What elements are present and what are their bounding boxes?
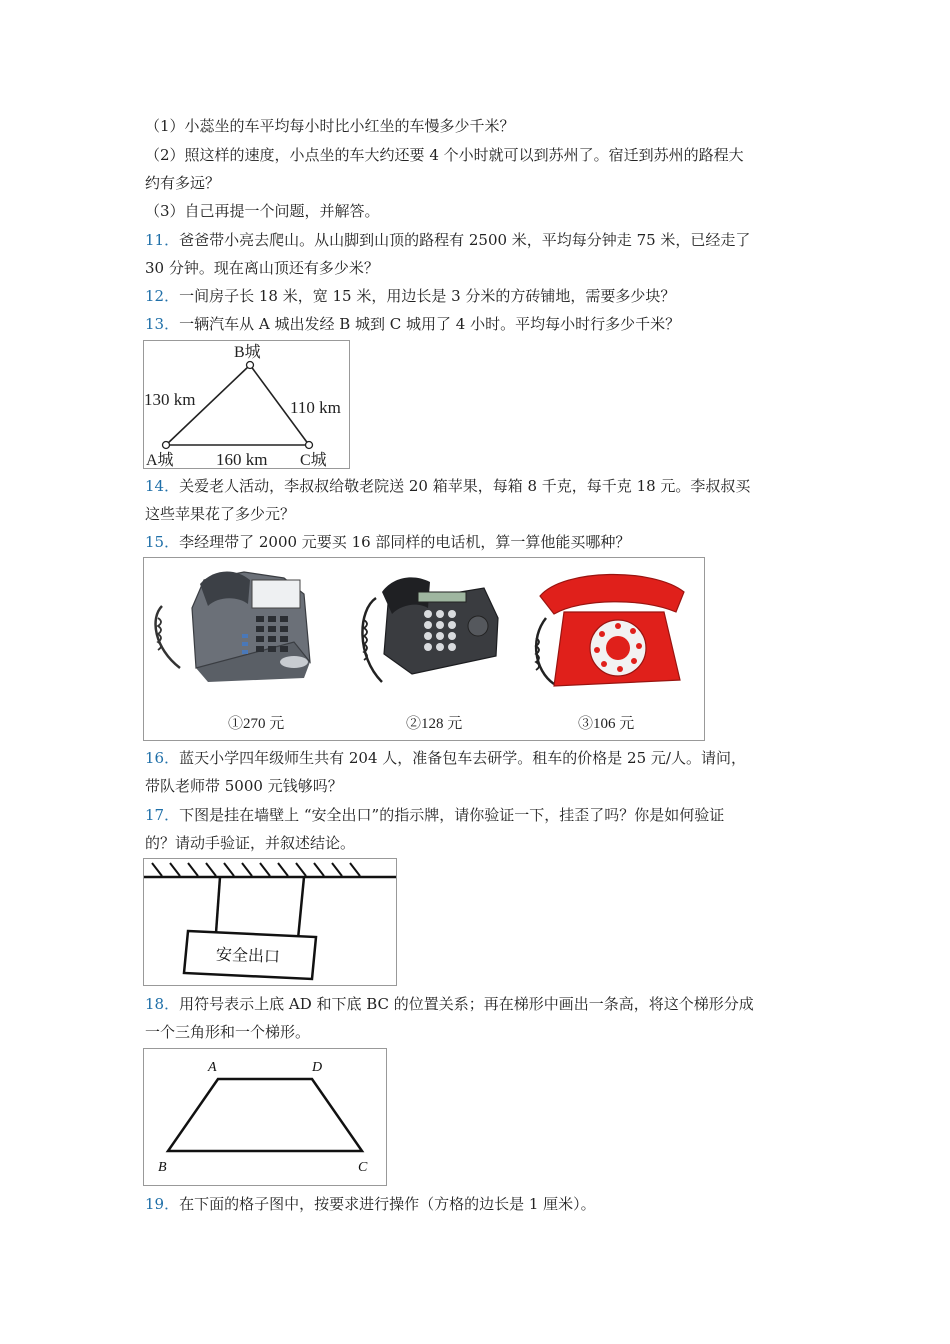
- label-bc-distance: 110 km: [290, 398, 341, 417]
- question-number: 12．: [145, 287, 180, 305]
- black-desk-phone-icon: [362, 577, 498, 682]
- gray-desk-phone-icon: [156, 571, 310, 682]
- phone-2-caption: ②128 元: [406, 716, 463, 732]
- question-text: 蓝天小学四年级师生共有 204 人，准备包车去研学。租车的价格是 25 元/人。请问，: [179, 749, 746, 767]
- question-17-cont: 的？请动手验证，并叙述结论。: [145, 834, 356, 852]
- question-14: [145, 472, 810, 500]
- question-18-cont: 一个三角形和一个梯形。: [145, 1023, 311, 1041]
- question-text: 一辆汽车从 A 城出发经 B 城到 C 城用了 4 小时。平均每小时行多少千米？: [179, 315, 681, 333]
- question-number: 16．: [145, 749, 180, 767]
- question-text: 在下面的格子图中，按要求进行操作（方格的边长是 1 厘米）。: [179, 1195, 596, 1213]
- label-ac-distance: 160 km: [216, 450, 268, 468]
- right-rope: [298, 877, 304, 939]
- question-11: [145, 226, 810, 254]
- label-c: C: [358, 1160, 368, 1175]
- question-number: 19．: [145, 1195, 180, 1213]
- question-number: 15．: [145, 533, 180, 551]
- question-number: 13．: [145, 315, 180, 333]
- label-b: B: [158, 1160, 167, 1175]
- label-c-city: C城: [300, 452, 327, 468]
- question-text: 爸爸带小亮去爬山。从山脚到山顶的路程有 2500 米，平均每分钟走 75 米，已经走了: [179, 231, 751, 249]
- trapezoid-figure: [143, 1048, 387, 1186]
- question-12: [145, 282, 810, 310]
- question-text: 用符号表示上底 AD 和下底 BC 的位置关系；再在梯形中画出一条高，将这个梯形分成: [179, 995, 754, 1013]
- label-a: A: [208, 1060, 217, 1075]
- trapezoid-abcd: [168, 1079, 362, 1151]
- question-text: 关爱老人活动，李叔叔给敬老院送 20 箱苹果，每箱 8 千克，每千克 18 元。李叔叔买: [179, 477, 751, 495]
- label-d: D: [312, 1060, 323, 1075]
- left-rope: [216, 877, 220, 933]
- point-c: [306, 442, 313, 449]
- question-11-cont: 30 分钟。现在离山顶还有多少米？: [145, 259, 379, 277]
- question-text: 一间房子长 18 米，宽 15 米，用边长是 3 分米的方砖铺地，需要多少块？: [179, 287, 676, 305]
- phone-3-caption: ③106 元: [578, 716, 635, 732]
- question-number: 17．: [145, 806, 180, 824]
- question-16-cont: 带队老师带 5000 元钱够吗？: [145, 777, 343, 795]
- label-a-city: A城: [146, 452, 174, 468]
- label-ab-distance: 130 km: [144, 390, 196, 409]
- question-15: [145, 528, 810, 556]
- exit-sign-text: 安全出口: [215, 944, 281, 967]
- question-16: [145, 744, 810, 772]
- red-rotary-phone-icon: [536, 574, 684, 686]
- question-14-cont: 这些苹果花了多少元？: [145, 505, 296, 523]
- triangle-route-figure: [143, 340, 350, 469]
- question-text: 下图是挂在墙壁上 “安全出口”的指示牌，请你验证一下，挂歪了吗？你是如何验证: [179, 806, 725, 824]
- point-a: [163, 442, 170, 449]
- q10-sub-2: （2）照这样的速度，小点坐的车大约还要 4 个小时就可以到苏州了。宿迁到苏州的路程大: [145, 146, 744, 164]
- phones-figure: [143, 557, 705, 741]
- question-text: 李经理带了 2000 元要买 16 部同样的电话机，算一算他能买哪种？: [179, 533, 631, 551]
- q10-sub-1: （1）小蕊坐的车平均每小时比小红坐的车慢多少千米？: [145, 117, 515, 135]
- q10-sub-2-cont: 约有多远？: [145, 174, 221, 192]
- question-13: [145, 310, 810, 338]
- phone-1-caption: ①270 元: [228, 716, 285, 732]
- point-b: [247, 362, 254, 369]
- question-18: [145, 990, 810, 1018]
- q10-sub-3: （3）自己再提一个问题，并解答。: [145, 202, 380, 220]
- label-b-city: B城: [234, 344, 261, 361]
- question-19: [145, 1190, 810, 1218]
- question-number: 18．: [145, 995, 180, 1013]
- exit-sign-figure: [143, 858, 397, 986]
- wall-hatching: [152, 863, 360, 876]
- question-17: [145, 801, 810, 829]
- question-number: 11．: [145, 231, 180, 249]
- question-number: 14．: [145, 477, 180, 495]
